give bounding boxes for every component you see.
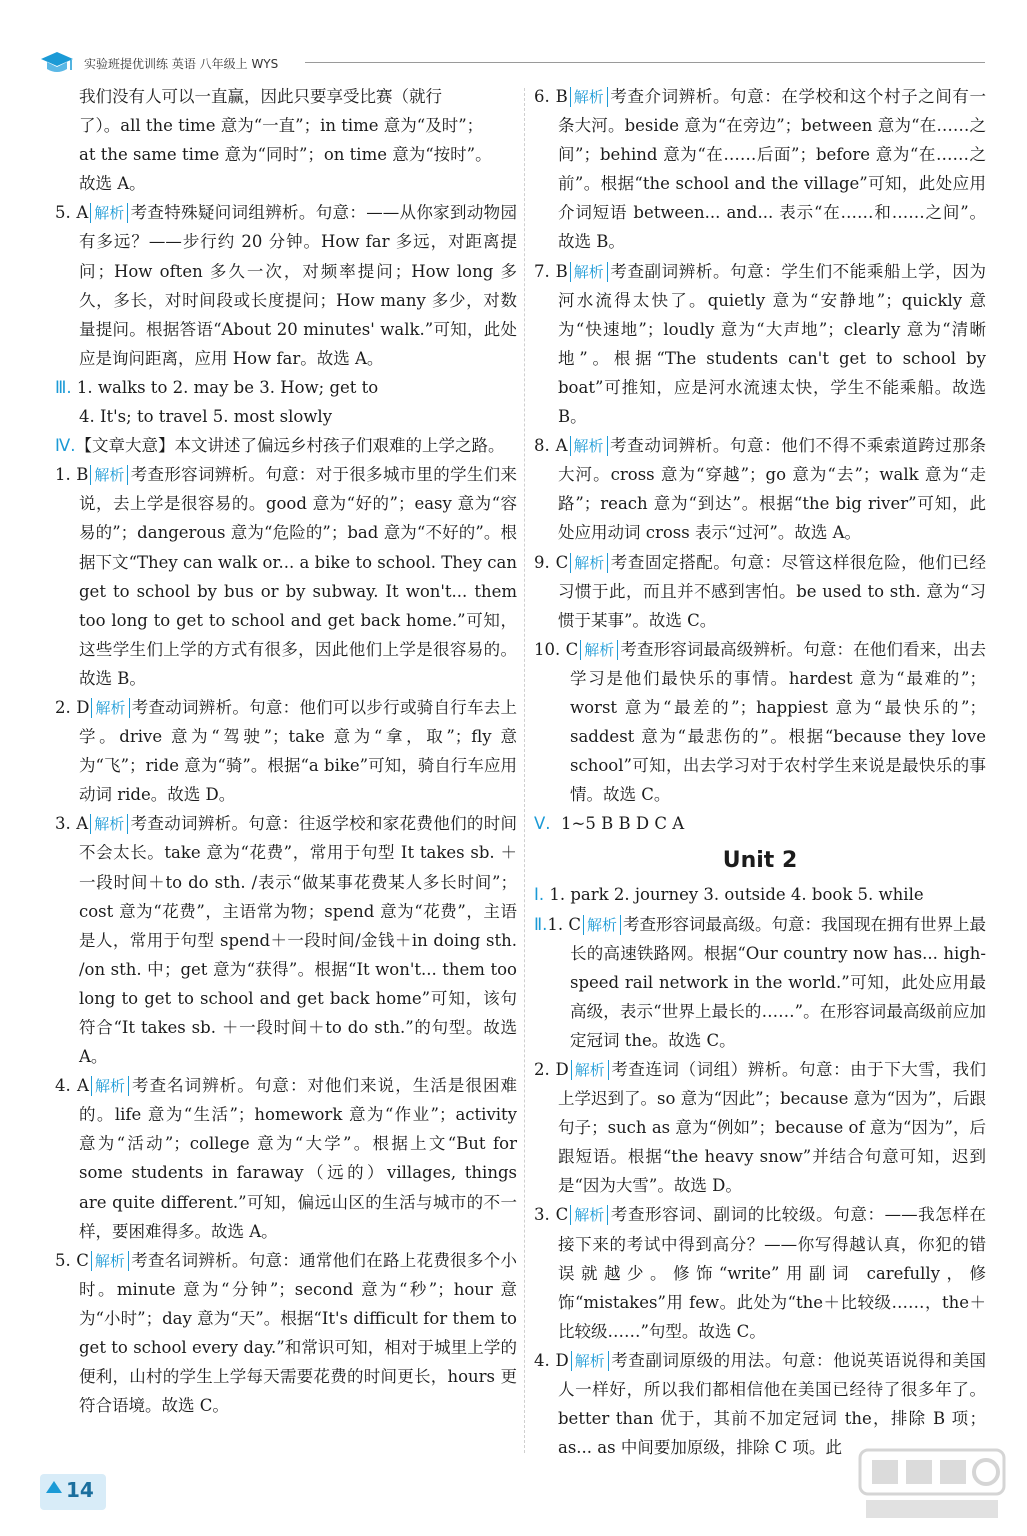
- text-line: 我们没有人可以一直赢，因此只要享受比赛（就行: [79, 87, 442, 106]
- continued-answer: [55, 82, 517, 198]
- answer-explanation: 考查名词辨析。句意：对他们来说，生活是很困难的。life 意为“生活”；homework 意为“作业”；activity 意为“活动”；college 意为“大学”。根据上文“But for some students in faraway（远的）villages, things are quite different.”可知，偏远山区的生活与城市的不一样，要困难得多。故选 A。: [79, 1076, 517, 1241]
- answer-explanation: 考查连词（词组）辨析。句意：由于下大雪，我们上学迟到了。so 意为“因此”；because 意为“因为”，后跟句子；such as 意为“例如”；because of 意为“因为”，后跟短语。根据“the heavy snow”并结合句意可知，迟到是“因为大雪”。故选 D。: [558, 1060, 987, 1196]
- analysis-tag: 解析: [91, 698, 129, 718]
- answer-explanation: 考查特殊疑问词组辨析。句意：——从你家到动物园有多远？——步行约 20 分钟。How far 多远，对距离提问；How often 多久一次，对频率提问；How long 多久，多长，对时间段或长度提问；How many 多少，对数量提问。根据答语“About 20 minutes' walk.”可知，此处应是询问距离，应用 How far。故选 A。: [79, 203, 517, 368]
- answer-number: 4. D: [534, 1350, 569, 1370]
- answer-explanation: 考查形容词最高级辨析。句意：在他们看来，出去学习是他们最快乐的事情。hardest 意为“最难的”；worst 意为“最差的”；happiest 意为“最快乐的”；saddest 意为“最悲伤的”。根据“because they love school”可知，出去学习对于农村学生来说是最快乐的事情。故选 C。: [570, 639, 987, 805]
- answer-key: 1~5 B B D C A: [561, 814, 685, 834]
- analysis-tag: 解析: [571, 1060, 609, 1080]
- analysis-tag: 解析: [583, 915, 621, 935]
- analysis-tag: 解析: [570, 87, 608, 107]
- answer-item-6: [534, 82, 986, 257]
- text-line: 故选 A。: [79, 174, 146, 194]
- analysis-tag: 解析: [91, 1076, 129, 1096]
- text-line: 1. walks to 2. may be 3. How; get to: [76, 377, 379, 397]
- answer-item-7: [534, 257, 986, 432]
- answer-item-5: [55, 198, 517, 373]
- header-title: 实验班提优训练 英语 八年级上 WYS: [84, 57, 279, 71]
- unit2-section-1: [534, 880, 986, 909]
- unit2-answer-item-3: [534, 1200, 986, 1345]
- unit2-answer-item-2: [534, 1055, 986, 1200]
- answer-explanation: 考查固定搭配。句意：尽管这样很危险，他们已经习惯于此，而且并不感到害怕。be used to sth. 意为“习惯于某事”。故选 C。: [558, 552, 986, 630]
- answer-explanation: 考查名词辨析。句意：通常他们在路上花费很多个小时。minute 意为“分钟”；second 意为“秒”；hour 意为“小时”；day 意为“天”。根据“It's difficult for them to get to school every day.”和常识可知，相对于城里上学的便利，山村的学生上学每天需要花费的时间更长，hours 更符合语境。故选 C。: [79, 1250, 517, 1416]
- section-number: Ⅱ.: [534, 914, 548, 934]
- answer-number: 1. B: [55, 465, 89, 485]
- watermark-logo: [858, 1446, 1006, 1524]
- answer-item-4: [55, 1071, 517, 1246]
- answer-number: 1. C: [547, 914, 581, 934]
- text-line: 4. It's; to travel 5. most slowly: [79, 407, 333, 427]
- answer-number: 2. D: [534, 1060, 569, 1079]
- analysis-tag: 解析: [570, 436, 608, 456]
- text-line: at the same time 意为“同时”；on time 意为“按时”。: [79, 145, 492, 165]
- answer-explanation: 考查形容词、副词的比较级。句意：——我怎样在接下来的考试中得到高分？——你写得越认真，你犯的错误就越少。修饰“write”用副词 carefully，修饰“mistakes”用 few。此处为“the＋比较级……，the＋比较级……”句型。故选 C。: [558, 1205, 987, 1341]
- page-number: 14: [66, 1478, 94, 1502]
- answer-item-2: [55, 693, 517, 809]
- answer-item-1: [55, 460, 517, 693]
- column-divider: [524, 88, 525, 1453]
- answer-item-8: [534, 431, 986, 547]
- answer-number: 3. C: [534, 1205, 569, 1225]
- analysis-tag: 解析: [570, 553, 608, 573]
- answer-explanation: 考查形容词最高级。句意：我国现在拥有世界上最长的高速铁路网。根据“Our country now has... high-speed rail network in the world.”可知，此处应用最高级，表示“世界上最长的……”。在形容词最高级前应加定冠词 the。故选 C。: [570, 914, 987, 1050]
- answer-number: 9. C: [534, 552, 569, 572]
- unit-title: Unit 2: [722, 848, 798, 874]
- answer-number: 7. B: [534, 261, 568, 281]
- section-number: Ⅲ.: [55, 377, 72, 397]
- header-rule: [305, 62, 985, 63]
- article-summary: 【文章大意】本文讲述了偏远乡村孩子们艰难的上学之路。: [75, 436, 505, 456]
- analysis-tag: 解析: [90, 814, 128, 834]
- section-number: Ⅳ.: [55, 436, 76, 456]
- analysis-tag: 解析: [571, 1351, 609, 1371]
- analysis-tag: 解析: [580, 640, 618, 660]
- section-number: Ⅴ.: [534, 814, 551, 834]
- unit2-answer-item-4: [534, 1346, 986, 1462]
- answer-key: 1. park 2. journey 3. outside 4. book 5. while: [549, 885, 924, 905]
- unit2-answer-item-1: [534, 910, 986, 1055]
- section-4: [55, 431, 517, 460]
- page-header: [40, 50, 985, 80]
- text-line: 了）。all the time 意为“一直”；in time 意为“及时”；: [79, 116, 484, 136]
- answer-item-5b: [55, 1246, 517, 1421]
- section-5: [534, 809, 986, 838]
- answer-number: 5. C: [55, 1250, 89, 1270]
- analysis-tag: 解析: [90, 203, 128, 223]
- analysis-tag: 解析: [570, 1205, 608, 1225]
- answer-number: 8. A: [534, 436, 568, 456]
- answer-number: 10. C: [534, 639, 579, 659]
- analysis-tag: 解析: [90, 465, 128, 485]
- answer-explanation: 考查动词辨析。句意：他们不得不乘索道跨过那条大河。cross 意为“穿越”；go 意为“去”；walk 意为“走路”；reach 意为“到达”。根据“the big river”可知，此处应用动词 cross 表示“过河”。故选 A。: [558, 436, 986, 543]
- answer-item-10: [534, 635, 986, 810]
- section-3: [55, 373, 517, 431]
- answer-item-9: [534, 548, 986, 635]
- arrow-up-icon: [46, 1481, 62, 1493]
- analysis-tag: 解析: [570, 262, 608, 282]
- answer-explanation: 考查动词辨析。句意：往返学校和家花费他们的时间不会太长。take 意为“花费”，常用于句型 It takes sb. ＋一段时间＋to do sth. /表示“做某事花费某人多长时间”；cost 意为“花费”，主语常为物；spend 意为“花费”，主语是人，常用于句型 spend＋一段时间/金钱＋in doing sth. /on sth. 中；get 意为“获得”。根据“It won't... them too long to get to school and get back home”可知，该句符合“It takes sb. ＋一段时间＋to do sth.”的句型。故选 A。: [79, 814, 518, 1067]
- answer-explanation: 考查副词辨析。句意：学生们不能乘船上学，因为河水流得太快了。quietly 意为“安静地”；quickly 意为“快速地”；loudly 意为“大声地”；clearly 意为“清晰地”。根据“The students can't get to school by boat”可推知，应是河水流速太快，学生不能乘船。故选 B。: [558, 261, 986, 427]
- answer-number: 3. A: [55, 814, 89, 834]
- answer-number: 2. D: [55, 697, 90, 717]
- left-column: [55, 82, 517, 1420]
- page-number-badge: [40, 1474, 106, 1510]
- answer-explanation: 考查形容词辨析。句意：对于很多城市里的学生们来说，去上学是很容易的。good 意为“好的”；easy 意为“容易的”；dangerous 意为“危险的”；bad 意为“不好的”。根据下文“They can walk or... a bike to school. They can get to school by bus or by subway. It won't... them too long to get to school and get back home.”可知，这些学生们上学的方式有很多，因此他们上学是很容易的。故选 B。: [79, 465, 517, 688]
- answer-item-3: [55, 809, 517, 1071]
- section-number: Ⅰ.: [534, 885, 545, 905]
- analysis-tag: 解析: [91, 1251, 129, 1271]
- answer-number: 5. A: [55, 203, 89, 223]
- right-column: [534, 82, 986, 1462]
- answer-number: 4. A: [55, 1076, 89, 1096]
- graduation-cap-icon: [40, 50, 74, 76]
- answer-explanation: 考查动词辨析。句意：他们可以步行或骑自行车去上学。drive 意为“驾驶”；take 意为“拿，取”；fly 意为“飞”；ride 意为“骑”。根据“a bike”可知，骑自行车应用动词 ride。故选 D。: [79, 697, 518, 805]
- answer-number: 6. B: [534, 87, 568, 106]
- answer-explanation: 考查副词原级的用法。句意：他说英语说得和美国人一样好，所以我们都相信他在美国已经待了很多年了。better than 优于，其前不加定冠词 the，排除 B 项；as... as 中间要加原级，排除 C 项。此: [558, 1350, 987, 1458]
- answer-explanation: 考查介词辨析。句意：在学校和这个村子之间有一条大河。beside 意为“在旁边”；between 意为“在……之间”；behind 意为“在……后面”；before 意为“在……之前”。根据“the school and the village”可知，此处应用介词短语 between... and... 表示“在……和……之间”。故选 B。: [558, 87, 986, 252]
